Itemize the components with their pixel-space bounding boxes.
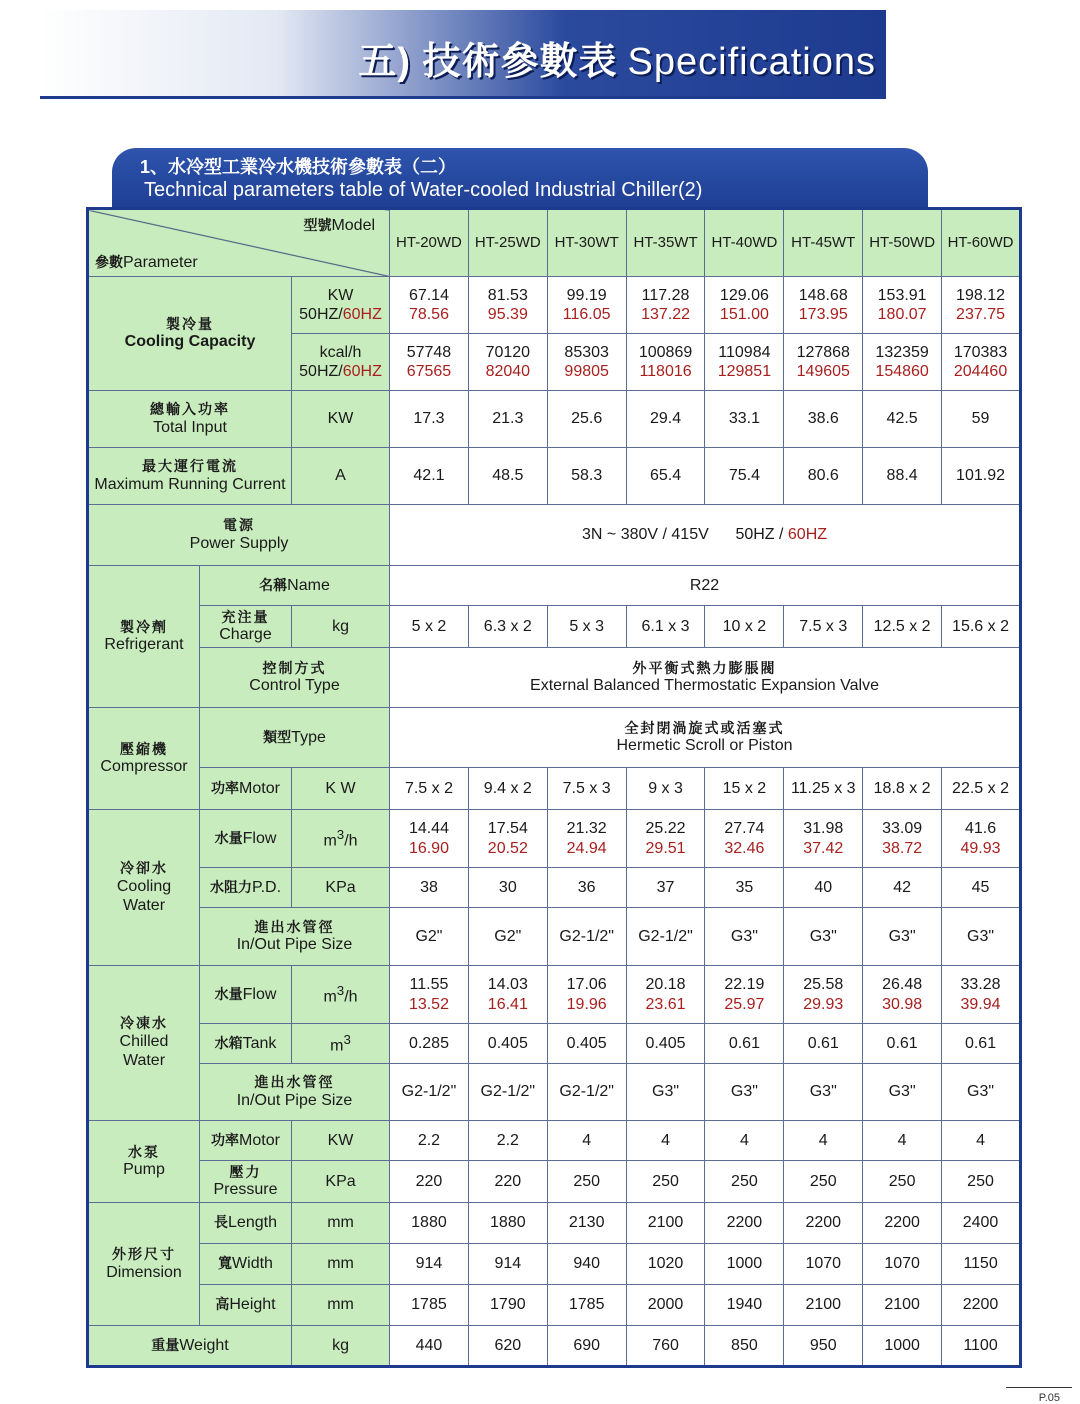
- value-cell: 2130: [547, 1203, 626, 1244]
- height-label: 高Height: [200, 1285, 292, 1326]
- value-cell: 4: [547, 1121, 626, 1161]
- value-cell: 129.06 151.00: [705, 277, 784, 334]
- value-cell: 1100: [942, 1326, 1021, 1367]
- unit-cell: $m^3/h$: [292, 966, 390, 1024]
- value-cell: 250: [784, 1161, 863, 1203]
- value-cell: G3": [863, 908, 942, 966]
- spec-table: [86, 207, 1022, 1368]
- max-current-label: 最大運行電流 Maximum Running Current: [88, 448, 292, 505]
- length-label: 長Length: [200, 1203, 292, 1244]
- pipe-size-label: 進出水管徑 In/Out Pipe Size: [200, 908, 390, 966]
- value-cell: 36: [547, 868, 626, 908]
- model-name: HT-25WD: [468, 209, 547, 277]
- cooling-water-pd-row: [88, 868, 1021, 908]
- unit-cell: KW: [292, 391, 390, 448]
- unit-cell: $m^3/h$: [292, 810, 390, 868]
- value-cell: 15 x 2: [705, 768, 784, 810]
- unit-cell: mm: [292, 1285, 390, 1326]
- value-cell: G3": [784, 1064, 863, 1121]
- header-corner: [88, 209, 390, 277]
- max-current-row: [88, 448, 1021, 505]
- refrigerant-name-value: R22: [390, 566, 1021, 606]
- value-cell: 250: [942, 1161, 1021, 1203]
- value-cell: 11.55 13.52: [390, 966, 469, 1024]
- value-cell: 10 x 2: [705, 606, 784, 648]
- section-title-zh: 1、水冷型工業冷水機技術參數表（二）: [140, 157, 457, 177]
- value-cell: 1940: [705, 1285, 784, 1326]
- compressor-type-row: [88, 708, 1021, 768]
- value-cell: 30: [468, 868, 547, 908]
- value-cell: 6.1 x 3: [626, 606, 705, 648]
- pump-pressure-row: [88, 1161, 1021, 1203]
- value-cell: 101.92: [942, 448, 1021, 505]
- value-cell: 4: [626, 1121, 705, 1161]
- pressure-label: 壓力 Pressure: [200, 1161, 292, 1203]
- value-cell: 620: [468, 1326, 547, 1367]
- unit-cell: kcal/h 50HZ/60HZ: [292, 334, 390, 391]
- value-cell: 42: [863, 868, 942, 908]
- value-cell: G3": [626, 1064, 705, 1121]
- cooling-capacity-label: 製冷量 Cooling Capacity: [88, 277, 292, 391]
- value-cell: 26.48 30.98: [863, 966, 942, 1024]
- flow-label: 水量Flow: [200, 810, 292, 868]
- parameter-header: 參數Parameter: [95, 253, 198, 271]
- value-cell: 20.18 23.61: [626, 966, 705, 1024]
- value-cell: 5 x 2: [390, 606, 469, 648]
- value-cell: 4: [863, 1121, 942, 1161]
- power-supply-value: 3N ~ 380V / 415V 50HZ / 60HZ: [390, 505, 1021, 566]
- value-cell: 1150: [942, 1244, 1021, 1285]
- value-cell: 132359 154860: [863, 334, 942, 391]
- page-number: P.05: [1038, 1392, 1060, 1404]
- value-cell: 250: [863, 1161, 942, 1203]
- value-cell: 42.1: [390, 448, 469, 505]
- value-cell: 65.4: [626, 448, 705, 505]
- value-cell: 35: [705, 868, 784, 908]
- value-cell: 33.1: [705, 391, 784, 448]
- value-cell: 38.6: [784, 391, 863, 448]
- value-cell: 37: [626, 868, 705, 908]
- value-cell: 250: [705, 1161, 784, 1203]
- value-cell: 25.22 29.51: [626, 810, 705, 868]
- value-cell: 21.3: [468, 391, 547, 448]
- value-cell: G2-1/2": [626, 908, 705, 966]
- unit-cell: KW 50HZ/60HZ: [292, 277, 390, 334]
- value-cell: 250: [626, 1161, 705, 1203]
- pipe-size-label: 進出水管徑 In/Out Pipe Size: [200, 1064, 390, 1121]
- value-cell: 2200: [705, 1203, 784, 1244]
- value-cell: 59: [942, 391, 1021, 448]
- value-cell: 81.53 95.39: [468, 277, 547, 334]
- value-cell: 950: [784, 1326, 863, 1367]
- charge-label: 充注量 Charge: [200, 606, 292, 648]
- value-cell: 153.91 180.07: [863, 277, 942, 334]
- page-footer-rule: [1006, 1387, 1072, 1388]
- value-cell: 2100: [626, 1203, 705, 1244]
- value-cell: G3": [784, 908, 863, 966]
- value-cell: 15.6 x 2: [942, 606, 1021, 648]
- total-input-label: 總輸入功率 Total Input: [88, 391, 292, 448]
- value-cell: 9 x 3: [626, 768, 705, 810]
- tank-label: 水箱Tank: [200, 1024, 292, 1064]
- value-cell: 80.6: [784, 448, 863, 505]
- value-cell: 22.5 x 2: [942, 768, 1021, 810]
- model-name: HT-60WD: [942, 209, 1021, 277]
- value-cell: G3": [942, 908, 1021, 966]
- power-supply-label: 電源 Power Supply: [88, 505, 390, 566]
- value-cell: 850: [705, 1326, 784, 1367]
- value-cell: 220: [468, 1161, 547, 1203]
- compressor-motor-row: [88, 768, 1021, 810]
- value-cell: 14.44 16.90: [390, 810, 469, 868]
- value-cell: 88.4: [863, 448, 942, 505]
- value-cell: 220: [390, 1161, 469, 1203]
- value-cell: 4: [705, 1121, 784, 1161]
- value-cell: 75.4: [705, 448, 784, 505]
- unit-cell: A: [292, 448, 390, 505]
- control-type-value: 外平衡式熱力膨脹閥 External Balanced Thermostatic Expansion Valve: [390, 648, 1021, 708]
- value-cell: 170383 204460: [942, 334, 1021, 391]
- value-cell: G3": [942, 1064, 1021, 1121]
- value-cell: 7.5 x 2: [390, 768, 469, 810]
- value-cell: 198.12 237.75: [942, 277, 1021, 334]
- model-name: HT-45WT: [784, 209, 863, 277]
- pd-label: 水阻力P.D.: [200, 868, 292, 908]
- cooling-water-flow-row: [88, 810, 1021, 868]
- value-cell: 914: [468, 1244, 547, 1285]
- value-cell: 2400: [942, 1203, 1021, 1244]
- value-cell: 2200: [863, 1203, 942, 1244]
- value-cell: 117.28 137.22: [626, 277, 705, 334]
- page-title-zh: 五) 技術參數表: [358, 41, 618, 83]
- cooling-water-pipe-row: [88, 908, 1021, 966]
- chilled-water-label: 冷凍水 Chilled Water: [88, 966, 200, 1121]
- value-cell: 12.5 x 2: [863, 606, 942, 648]
- refrigerant-control-row: [88, 648, 1021, 708]
- value-cell: 7.5 x 3: [547, 768, 626, 810]
- value-cell: 58.3: [547, 448, 626, 505]
- value-cell: 940: [547, 1244, 626, 1285]
- refrigerant-charge-row: [88, 606, 1021, 648]
- unit-cell: KW: [292, 1121, 390, 1161]
- value-cell: 57748 67565: [390, 334, 469, 391]
- chilled-water-flow-row: [88, 966, 1021, 1024]
- value-cell: 2100: [863, 1285, 942, 1326]
- cooling-capacity-kw-row: [88, 277, 1021, 334]
- value-cell: 48.5: [468, 448, 547, 505]
- control-type-label: 控制方式 Control Type: [200, 648, 390, 708]
- unit-cell: kg: [292, 1326, 390, 1367]
- value-cell: 0.285: [390, 1024, 469, 1064]
- weight-row: [88, 1326, 1021, 1367]
- value-cell: 1785: [547, 1285, 626, 1326]
- unit-cell: kg: [292, 606, 390, 648]
- value-cell: 1000: [863, 1326, 942, 1367]
- value-cell: 22.19 25.97: [705, 966, 784, 1024]
- value-cell: 0.61: [863, 1024, 942, 1064]
- power-supply-row: [88, 505, 1021, 566]
- value-cell: 0.61: [705, 1024, 784, 1064]
- value-cell: 70120 82040: [468, 334, 547, 391]
- chilled-water-pipe-row: [88, 1064, 1021, 1121]
- value-cell: G3": [705, 908, 784, 966]
- chilled-water-tank-row: [88, 1024, 1021, 1064]
- value-cell: 250: [547, 1161, 626, 1203]
- value-cell: 99.19 116.05: [547, 277, 626, 334]
- value-cell: 148.68 173.95: [784, 277, 863, 334]
- value-cell: 2200: [942, 1285, 1021, 1326]
- value-cell: 1020: [626, 1244, 705, 1285]
- value-cell: 0.405: [547, 1024, 626, 1064]
- compressor-type-value: 全封閉渦旋式或活塞式 Hermetic Scroll or Piston: [390, 708, 1021, 768]
- value-cell: G2-1/2": [390, 1064, 469, 1121]
- value-cell: 17.3: [390, 391, 469, 448]
- dimension-width-row: [88, 1244, 1021, 1285]
- flow-label: 水量Flow: [200, 966, 292, 1024]
- value-cell: 33.28 39.94: [942, 966, 1021, 1024]
- value-cell: G2": [390, 908, 469, 966]
- value-cell: 4: [942, 1121, 1021, 1161]
- value-cell: 2.2: [390, 1121, 469, 1161]
- value-cell: 1880: [468, 1203, 547, 1244]
- value-cell: G3": [705, 1064, 784, 1121]
- value-cell: 1070: [784, 1244, 863, 1285]
- value-cell: 17.06 19.96: [547, 966, 626, 1024]
- value-cell: 0.405: [468, 1024, 547, 1064]
- value-cell: 38: [390, 868, 469, 908]
- value-cell: 25.6: [547, 391, 626, 448]
- section-title-tab: [112, 148, 928, 208]
- value-cell: G2": [468, 908, 547, 966]
- section-title-en: Technical parameters table of Water-cooled Industrial Chiller(2): [144, 179, 703, 201]
- value-cell: 6.3 x 2: [468, 606, 547, 648]
- value-cell: 33.09 38.72: [863, 810, 942, 868]
- width-label: 寬Width: [200, 1244, 292, 1285]
- model-header: 型號Model: [303, 217, 376, 234]
- value-cell: 41.6 49.93: [942, 810, 1021, 868]
- value-cell: 17.54 20.52: [468, 810, 547, 868]
- value-cell: 45: [942, 868, 1021, 908]
- page-title: [358, 30, 876, 85]
- model-name: HT-40WD: [705, 209, 784, 277]
- pump-motor-label: 功率Motor: [200, 1121, 292, 1161]
- compressor-motor-label: 功率Motor: [200, 768, 292, 810]
- weight-label: 重量Weight: [88, 1326, 292, 1367]
- value-cell: G2-1/2": [468, 1064, 547, 1121]
- value-cell: 0.61: [784, 1024, 863, 1064]
- refrigerant-name-row: [88, 566, 1021, 606]
- dimension-length-row: [88, 1203, 1021, 1244]
- dimension-height-row: [88, 1285, 1021, 1326]
- value-cell: 0.405: [626, 1024, 705, 1064]
- value-cell: 18.8 x 2: [863, 768, 942, 810]
- value-cell: 127868 149605: [784, 334, 863, 391]
- value-cell: 1070: [863, 1244, 942, 1285]
- value-cell: 100869 118016: [626, 334, 705, 391]
- value-cell: 40: [784, 868, 863, 908]
- value-cell: 85303 99805: [547, 334, 626, 391]
- value-cell: 4: [784, 1121, 863, 1161]
- value-cell: 1000: [705, 1244, 784, 1285]
- value-cell: 27.74 32.46: [705, 810, 784, 868]
- value-cell: 14.03 16.41: [468, 966, 547, 1024]
- value-cell: 5 x 3: [547, 606, 626, 648]
- value-cell: 0.61: [942, 1024, 1021, 1064]
- value-cell: 1880: [390, 1203, 469, 1244]
- dimension-label: 外形尺寸 Dimension: [88, 1203, 200, 1326]
- value-cell: 2.2: [468, 1121, 547, 1161]
- pump-label: 水泵 Pump: [88, 1121, 200, 1203]
- value-cell: 29.4: [626, 391, 705, 448]
- model-name: HT-30WT: [547, 209, 626, 277]
- value-cell: 440: [390, 1326, 469, 1367]
- value-cell: 1785: [390, 1285, 469, 1326]
- compressor-type-label: 類型Type: [200, 708, 390, 768]
- cooling-water-label: 冷卻水 Cooling Water: [88, 810, 200, 966]
- value-cell: 914: [390, 1244, 469, 1285]
- value-cell: G2-1/2": [547, 908, 626, 966]
- header-row: [88, 209, 1021, 277]
- value-cell: 9.4 x 2: [468, 768, 547, 810]
- unit-cell: KPa: [292, 868, 390, 908]
- total-input-row: [88, 391, 1021, 448]
- value-cell: 760: [626, 1326, 705, 1367]
- value-cell: 25.58 29.93: [784, 966, 863, 1024]
- model-name: HT-20WD: [390, 209, 469, 277]
- value-cell: 2200: [784, 1203, 863, 1244]
- value-cell: 1790: [468, 1285, 547, 1326]
- value-cell: 2100: [784, 1285, 863, 1326]
- value-cell: 11.25 x 3: [784, 768, 863, 810]
- value-cell: 690: [547, 1326, 626, 1367]
- value-cell: 31.98 37.42: [784, 810, 863, 868]
- unit-cell: mm: [292, 1244, 390, 1285]
- value-cell: G3": [863, 1064, 942, 1121]
- pump-motor-row: [88, 1121, 1021, 1161]
- value-cell: 2000: [626, 1285, 705, 1326]
- refrigerant-name-label: 名稱Name: [200, 566, 390, 606]
- unit-cell: $m^3$: [292, 1024, 390, 1064]
- refrigerant-label: 製冷劑 Refrigerant: [88, 566, 200, 708]
- unit-cell: K W: [292, 768, 390, 810]
- compressor-label: 壓縮機 Compressor: [88, 708, 200, 810]
- value-cell: 7.5 x 3: [784, 606, 863, 648]
- value-cell: 110984 129851: [705, 334, 784, 391]
- value-cell: 67.14 78.56: [390, 277, 469, 334]
- unit-cell: KPa: [292, 1161, 390, 1203]
- value-cell: 21.32 24.94: [547, 810, 626, 868]
- page-title-en: Specifications: [627, 41, 876, 83]
- unit-cell: mm: [292, 1203, 390, 1244]
- title-banner: [40, 10, 886, 99]
- model-name: HT-50WD: [863, 209, 942, 277]
- value-cell: 42.5: [863, 391, 942, 448]
- value-cell: G2-1/2": [547, 1064, 626, 1121]
- model-name: HT-35WT: [626, 209, 705, 277]
